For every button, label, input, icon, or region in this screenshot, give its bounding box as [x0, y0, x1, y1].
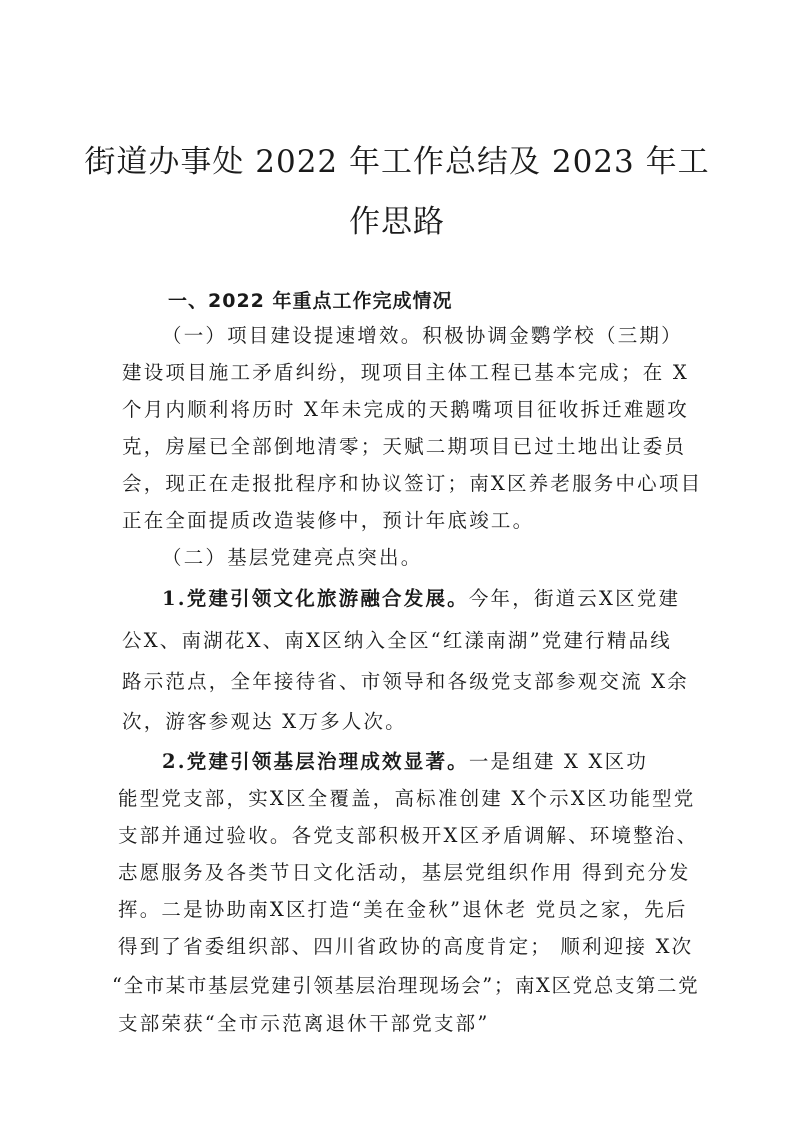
item-text: 一是组建 X X区功	[468, 750, 649, 773]
document-title-line-1: 街道办事处 2022 年工作总结及 2023 年工	[84, 144, 710, 180]
paragraph-line	[162, 746, 648, 774]
subsection-heading: （二）基层党建亮点突出。	[162, 546, 423, 569]
paragraph-line: 支部并通过验收。各党支部积极开X区矛盾调解、环境整治、	[118, 824, 699, 847]
paragraph-line: 得到了省委组织部、四川省政协的高度肯定； 顺利迎接 X次	[118, 935, 694, 958]
paragraph-line: 支部荣获“全市示范离退休干部党支部”	[118, 1012, 490, 1035]
paragraph-line: 能型党支部，实X区全覆盖，高标准创建 X个示X区功能型党	[118, 787, 696, 810]
paragraph-line: 公X、南湖花X、南X区纳入全区“红漾南湖”党建行精品线	[122, 629, 672, 652]
paragraph-line: 次，游客参观达 X万多人次。	[122, 710, 407, 733]
item-text: 今年，街道云X区党建	[468, 587, 681, 610]
paragraph-line	[162, 583, 680, 611]
paragraph-line: 正在全面提质改造装修中，预计年底竣工。	[122, 509, 535, 532]
paragraph-line: 路示范点，全年接待省、市领导和各级党支部参观交流 X余	[122, 670, 689, 693]
paragraph-line: “全市某市基层党建引领基层治理现场会”；南X区党总支第二党	[112, 974, 700, 997]
paragraph-line: 挥。二是协助南X区打造“美在金秋”退休老 党员之家，先后	[118, 898, 688, 921]
paragraph-line: 志愿服务及各类节日文化活动，基层党组织作用 得到充分发	[118, 861, 691, 884]
paragraph-line: 个月内顺利将历时 X年未完成的天鹅嘴项目征收拆迁难题攻	[122, 398, 689, 421]
item-title-bold: 1.党建引领文化旅游融合发展。	[162, 587, 469, 610]
item-title-bold: 2.党建引领基层治理成效显著。	[162, 750, 469, 773]
paragraph-line: （一）项目建设提速增效。积极协调金鹦学校（三期）	[162, 324, 683, 347]
paragraph-line: 建设项目施工矛盾纠纷，现项目主体工程已基本完成；在 X	[122, 361, 689, 384]
document-title-line-2: 作思路	[349, 204, 445, 240]
paragraph-line: 克，房屋已全部倒地清零；天赋二期项目已过土地出让委员	[122, 435, 687, 458]
section-heading: 一、2022 年重点工作完成情况	[168, 290, 453, 312]
paragraph-line: 会，现正在走报批程序和协议签订；南X区养老服务中心项目	[122, 472, 703, 495]
